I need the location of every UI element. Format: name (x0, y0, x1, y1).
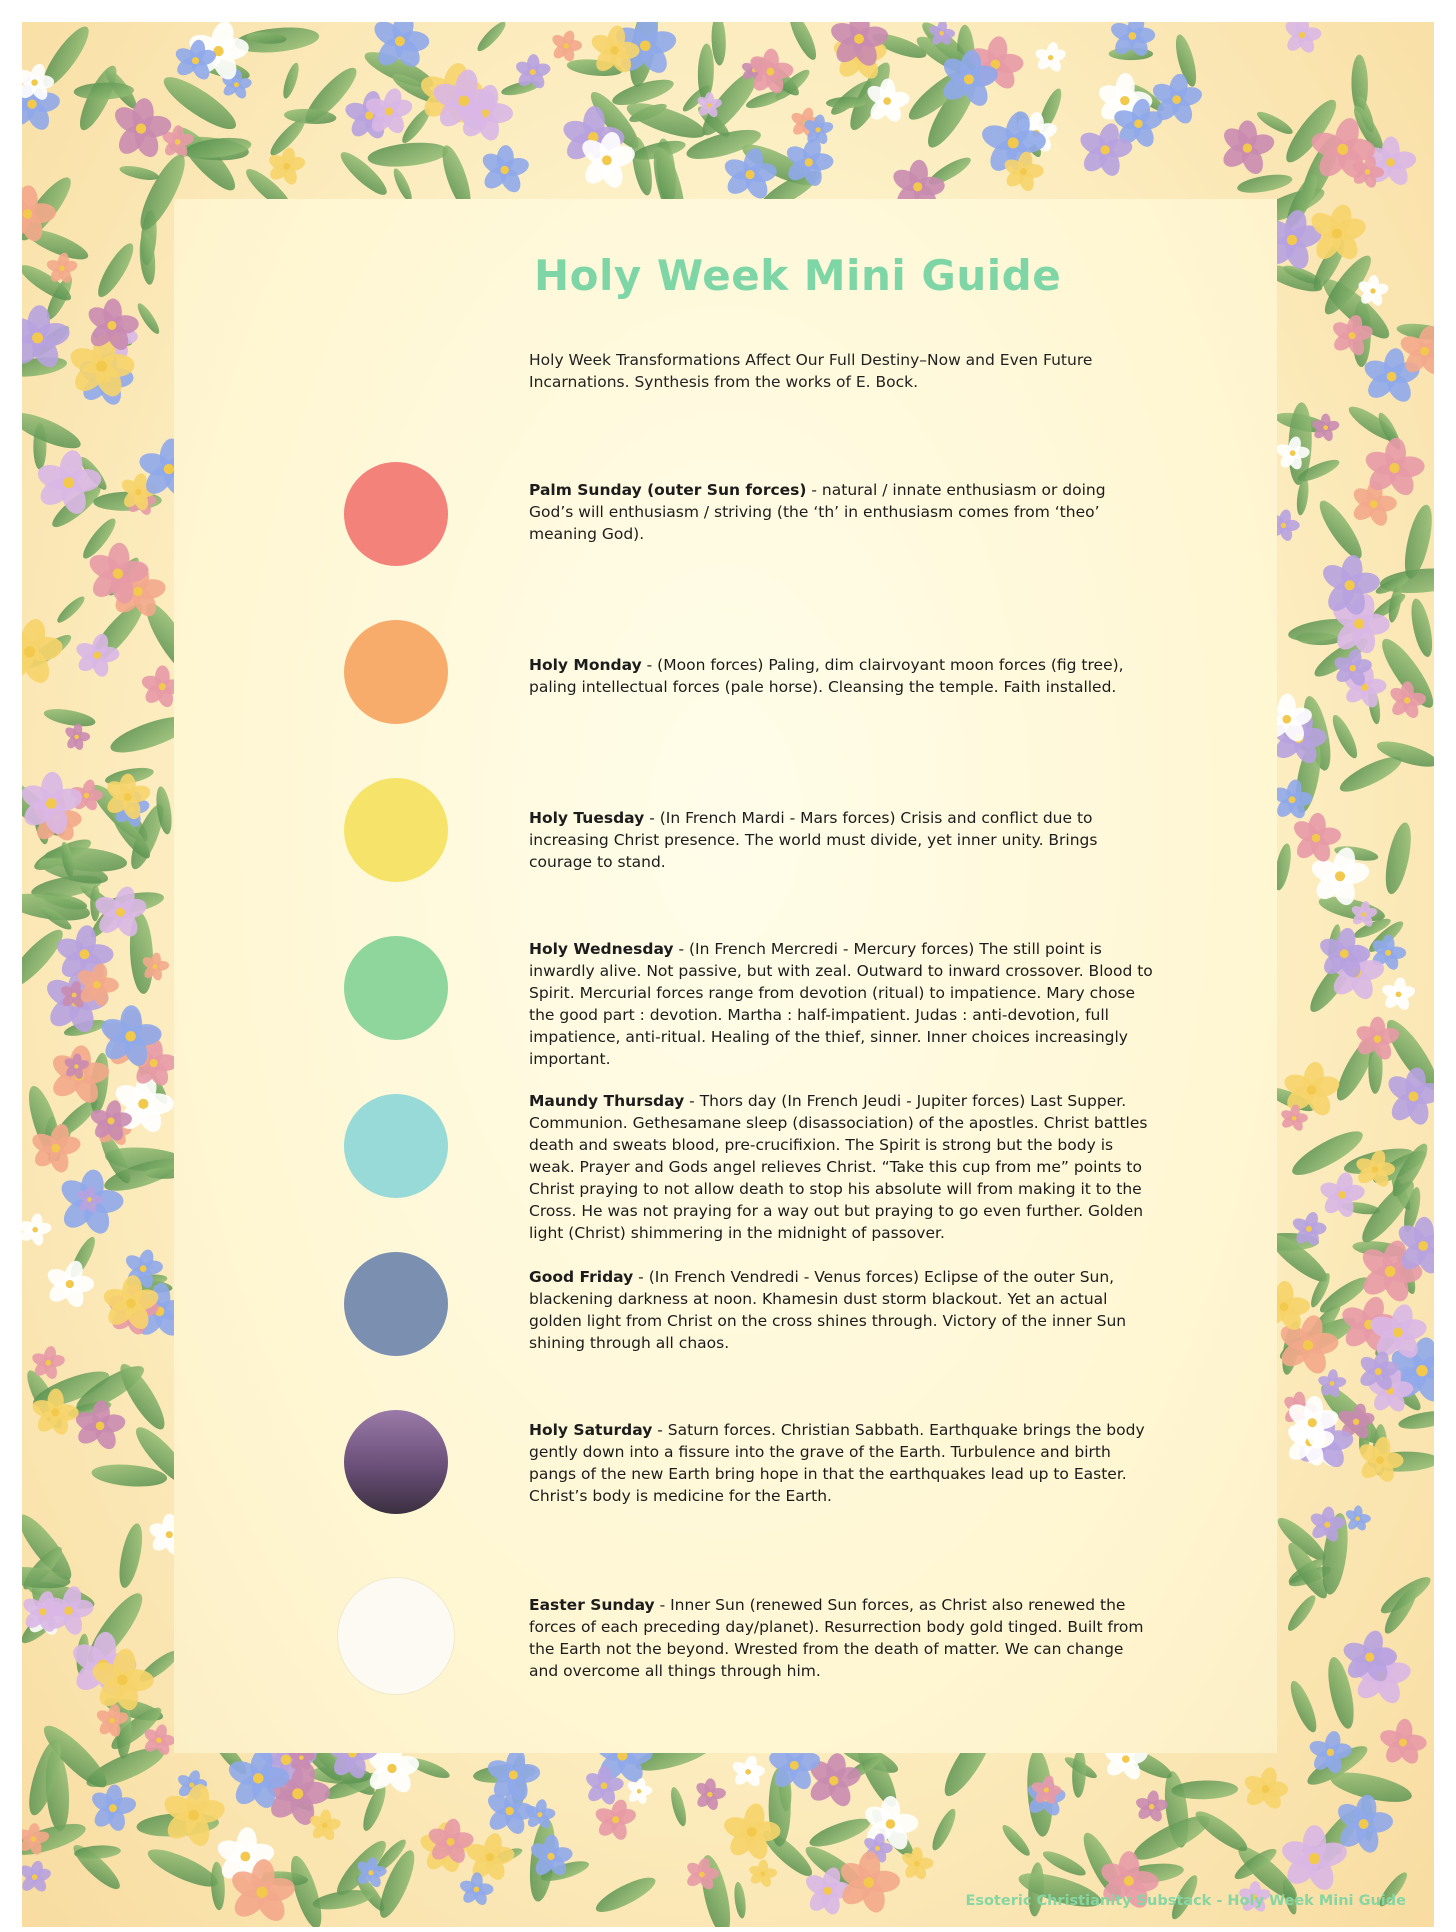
flower-decoration (1311, 414, 1341, 443)
day-name: Holy Wednesday (529, 940, 674, 958)
leaf-decoration (1381, 820, 1416, 896)
leaf-decoration (807, 1813, 874, 1852)
flower-decoration (22, 1859, 52, 1894)
flower-decoration (1282, 22, 1322, 55)
palm-sunday-color-dot (344, 462, 448, 566)
day-description: - Saturn forces. Christian Sabbath. Earthquake brings the body gently down into a fissure into the grave of the Earth. Turbulence and birth pangs of the new Earth bring hope in that the earthquakes lead up to Easter. Christ’s body is medicine for the Earth. (529, 1421, 1145, 1505)
leaf-decoration (118, 163, 160, 183)
holy-wednesday-color-dot (344, 936, 448, 1040)
page-subtitle: Holy Week Transformations Affect Our Full Destiny–Now and Even Future Incarnations. Synthesis from the works of E. Bock. (529, 351, 1093, 391)
day-name: Maundy Thursday (529, 1092, 685, 1110)
holy-monday-color-dot (344, 620, 448, 724)
flower-decoration (22, 771, 85, 836)
holy-tuesday-entry (529, 807, 1154, 873)
holy-saturday-entry (529, 1419, 1154, 1507)
flower-decoration (626, 1777, 653, 1805)
leaf-decoration (1397, 1408, 1434, 1433)
content-card (174, 199, 1277, 1753)
day-name: Easter Sunday (529, 1596, 655, 1614)
leaf-decoration (91, 1462, 168, 1489)
flower-decoration (22, 1213, 52, 1247)
leaf-decoration (280, 61, 302, 100)
leaf-decoration (92, 239, 139, 301)
day-name: Holy Tuesday (529, 809, 645, 827)
easter-sunday-entry (529, 1594, 1154, 1682)
flower-decoration (1034, 41, 1067, 74)
flower-decoration (89, 1784, 138, 1833)
flower-decoration (731, 1754, 766, 1789)
day-description: - (In French Vendredi - Venus forces) Eclipse of the outer Sun, blackening darkness at noon. Khamesin dust storm blackout. Yet an actual golden light from Christ on the cross shines through. Victory of the inner Sun shining through all chaos. (529, 1268, 1127, 1352)
maundy-thursday-entry (529, 1090, 1154, 1244)
leaf-decoration (668, 1786, 689, 1828)
day-description: - Thors day (In French Jeudi - Jupiter forces) Last Supper. Communion. Gethesamane sleep (disassociation) of the apostles. Christ battles death and sweats blood, pre-crucifixion. The Spirit is strong but the body is weak. Prayer and Gods angel relieves Christ. “Take this cup from me” points to Christ praying to not allow death to stop his absolute will from making it to the Cross. He was not praying for a way out but praying to go even further. Golden light (Christ) shimmering in the midnight of passover. (529, 1092, 1148, 1242)
day-description: - Inner Sun (renewed Sun forces, as Christ also renewed the forces of each preceding day/planet). Resurrection body gold tinged. Built from the Earth not the beyond. Wrested from the death of matter. We can change and overcome all things through him. (529, 1596, 1144, 1680)
good-friday-entry (529, 1266, 1154, 1354)
day-description: - (Moon forces) Paling, dim clairvoyant moon forces (fig tree), paling intellectual forces (pale horse). Cleansing the temple. Faith installed. (529, 656, 1124, 696)
holy-saturday-color-dot (344, 1410, 448, 1514)
flower-decoration (1290, 812, 1342, 864)
day-description: - (In French Mercredi - Mercury forces) The still point is inwardly alive. Not passive, but with zeal. Outward to inward crossover. Blood to Spirit. Mercurial forces range from devotion (ritual) to impatience. Mary chose the good part : devotion. Martha : half-impatient. Judas : anti-devotion, full impatience, anti-ritual. Healing of the thief, sinner. Inner choices increasingly important. (529, 940, 1153, 1068)
day-name: Good Friday (529, 1268, 634, 1286)
leaf-decoration (134, 301, 162, 337)
flower-decoration (44, 1258, 94, 1310)
day-name: Holy Monday (529, 656, 642, 674)
leaf-decoration (1328, 712, 1361, 761)
palm-sunday-entry (529, 479, 1154, 545)
footer-credit: Esoteric Christianity Substack - Holy Week Mini Guide (965, 1893, 1406, 1909)
leaf-decoration (999, 1822, 1033, 1859)
leaf-decoration (1286, 1678, 1321, 1735)
flower-decoration (748, 1859, 778, 1888)
flower-decoration (22, 616, 65, 687)
leaf-decoration (733, 1881, 748, 1919)
flower-decoration (1134, 1790, 1168, 1824)
flower-decoration (1380, 977, 1416, 1013)
leaf-decoration (785, 22, 821, 63)
leaf-decoration (592, 1871, 659, 1918)
leaf-decoration (54, 593, 87, 625)
flower-decoration (1219, 120, 1276, 177)
flower-decoration (1242, 1765, 1288, 1812)
guide-page (22, 22, 1434, 1927)
leaf-decoration (43, 706, 97, 730)
leaf-decoration (1284, 1592, 1319, 1634)
leaf-decoration (697, 43, 715, 100)
leaf-decoration (367, 139, 449, 169)
leaf-decoration (1236, 171, 1294, 196)
flower-decoration (550, 29, 582, 63)
flower-decoration (63, 723, 90, 751)
leaf-decoration (22, 406, 85, 455)
holy-tuesday-color-dot (344, 778, 448, 882)
flower-decoration (1344, 1505, 1371, 1532)
leaf-decoration (474, 22, 509, 54)
flower-decoration (694, 1778, 727, 1811)
leaf-decoration (1407, 597, 1434, 659)
flower-decoration (593, 1797, 638, 1842)
holy-monday-entry (529, 654, 1154, 698)
flower-decoration (458, 1872, 493, 1907)
leaf-decoration (928, 1806, 959, 1853)
page-title: Holy Week Mini Guide (534, 251, 1062, 300)
day-description: - (In French Mardi - Mars forces) Crisis and conflict due to increasing Christ presence. The world must divide, yet inner unity. Brings courage to stand. (529, 809, 1098, 871)
holy-wednesday-entry (529, 938, 1154, 1070)
leaf-decoration (1071, 1749, 1086, 1798)
day-name: Palm Sunday (outer Sun forces) (529, 481, 807, 499)
flower-decoration (1378, 1718, 1427, 1767)
leaf-decoration (1254, 108, 1295, 138)
maundy-thursday-color-dot (344, 1094, 448, 1198)
day-description: - natural / innate enthusiasm or doing God’s will enthusiasm / striving (the ‘th’ in enthusiasm comes from ‘theo’ meaning God). (529, 481, 1106, 543)
flower-decoration (110, 97, 172, 161)
good-friday-color-dot (344, 1252, 448, 1356)
flower-decoration (479, 145, 531, 196)
easter-sunday-color-dot (338, 1578, 454, 1694)
leaf-decoration (144, 1842, 222, 1893)
day-name: Holy Saturday (529, 1421, 653, 1439)
leaf-decoration (115, 1522, 147, 1590)
